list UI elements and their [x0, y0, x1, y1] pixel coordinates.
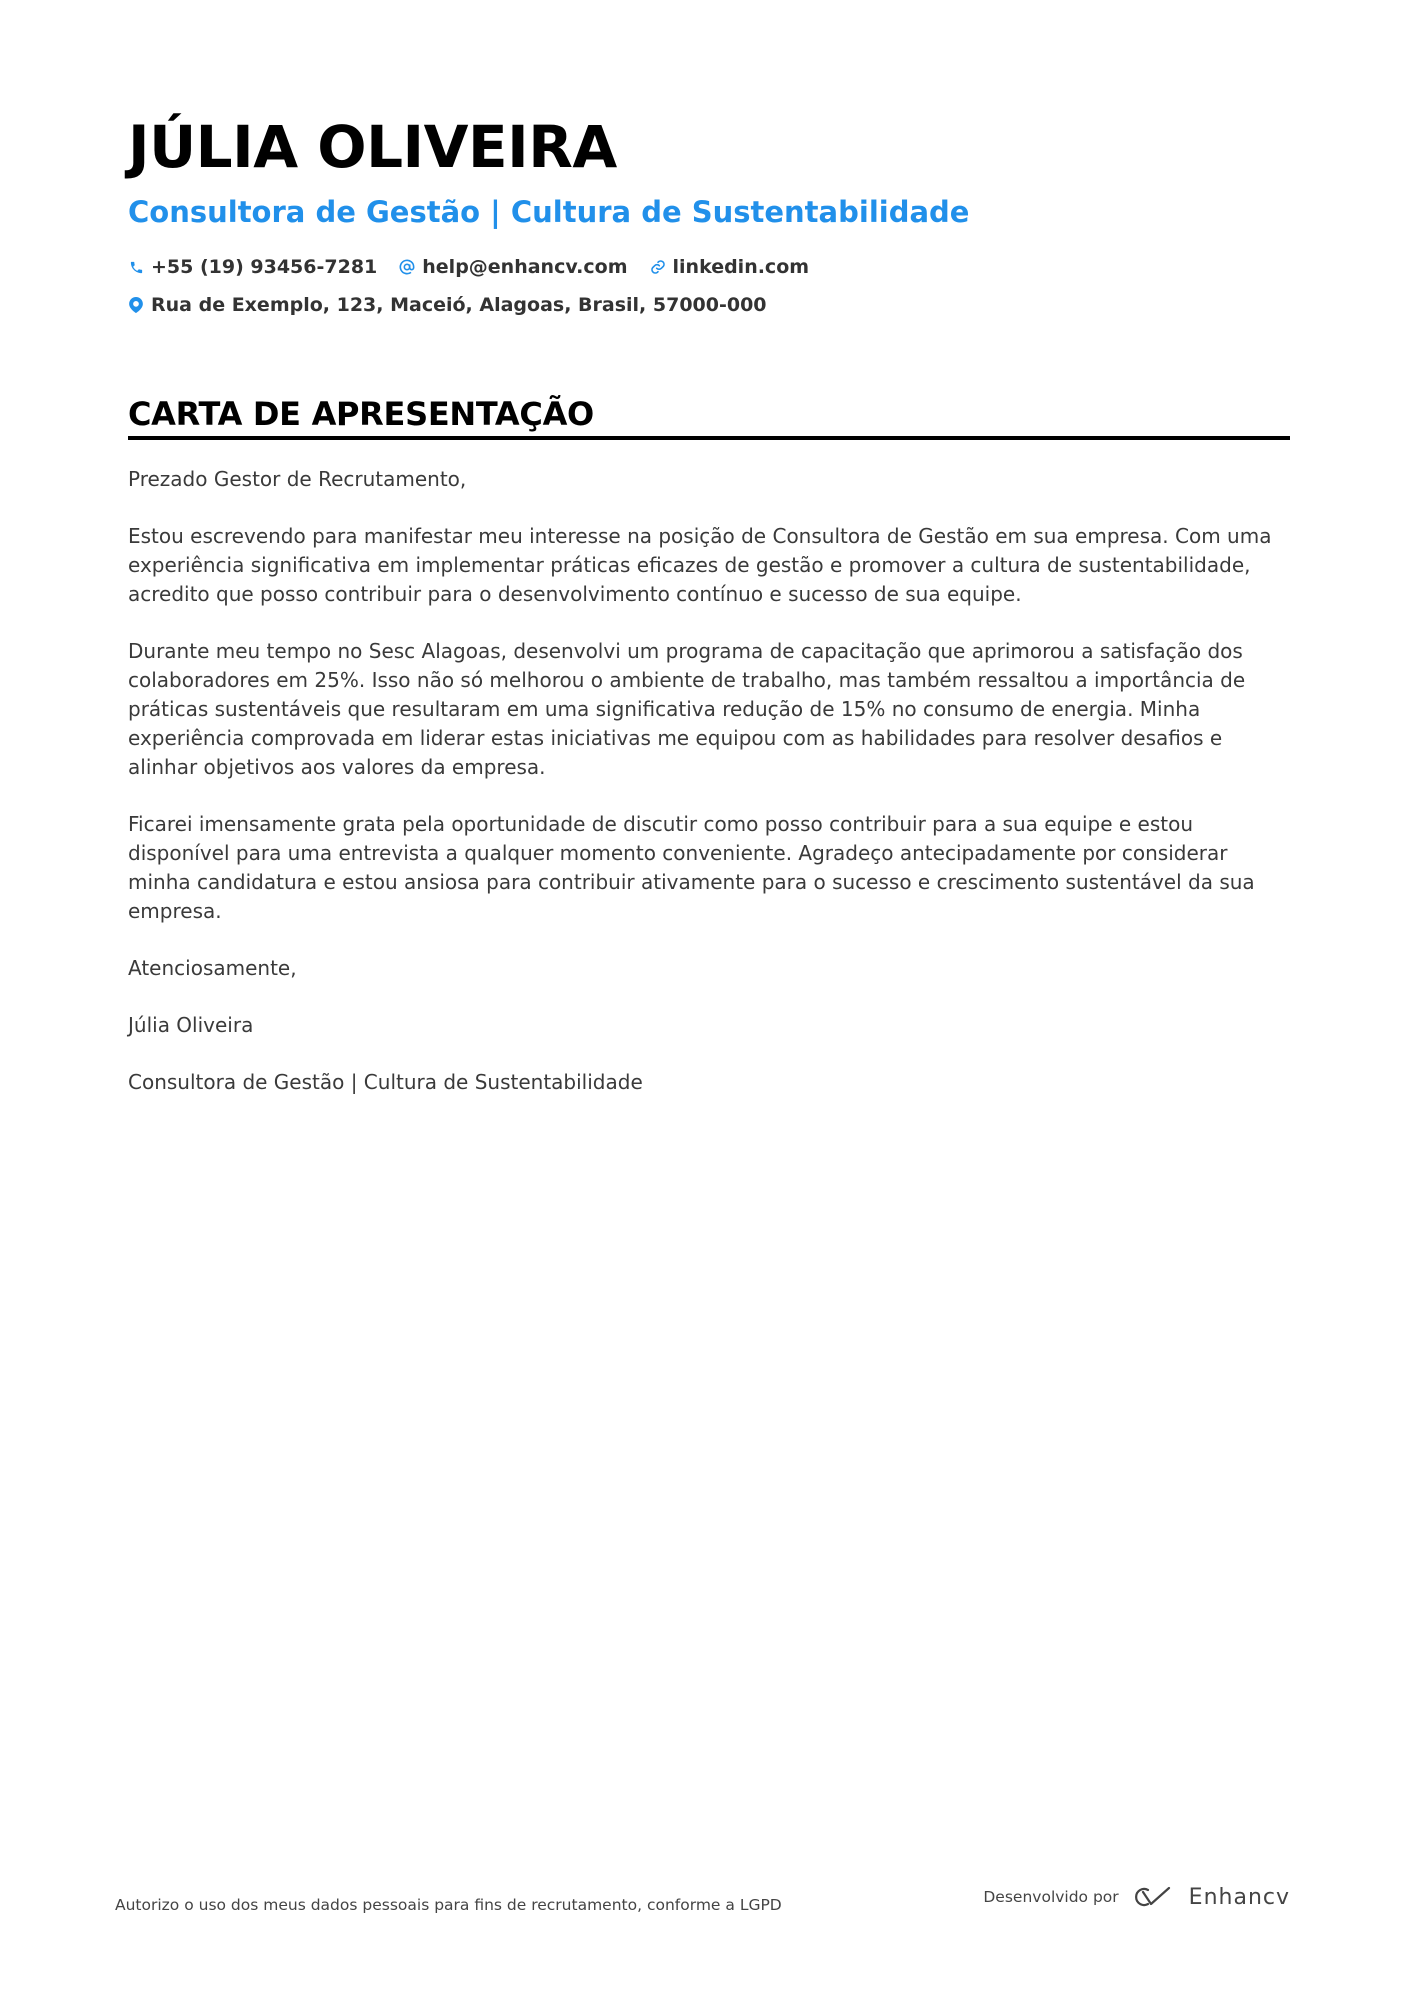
at-icon — [399, 259, 415, 275]
letter-paragraph-1: Estou escrevendo para manifestar meu interesse na posição de Consultora de Gestão em sua empresa. Com uma experiência significativa em implementar práticas eficazes de gestão e promover a cultura de sustentabilidade, acredito que posso contribuir para o desenvolvimento contínuo e sucesso de sua equipe. — [128, 524, 1272, 606]
brand-name: Enhancv — [1188, 1884, 1290, 1910]
contact-address — [128, 294, 767, 316]
link-icon — [650, 259, 666, 275]
phone-icon — [128, 259, 144, 275]
contact-phone[interactable] — [128, 256, 377, 278]
powered-by-label: Desenvolvido por — [983, 1888, 1119, 1906]
letter-closing: Atenciosamente, — [128, 956, 297, 980]
letter-body — [128, 465, 1290, 1097]
cover-letter-page — [128, 108, 1290, 1125]
candidate-name: JÚLIA OLIVEIRA — [128, 113, 617, 181]
contact-link[interactable] — [650, 256, 810, 278]
link-text: linkedin.com — [672, 256, 810, 278]
enhancv-logo-icon — [1131, 1884, 1177, 1910]
address-text: Rua de Exemplo, 123, Maceió, Alagoas, Brasil, 57000-000 — [151, 294, 767, 316]
signature-title: Consultora de Gestão | Cultura de Sustentabilidade — [128, 1070, 643, 1094]
section-title: CARTA DE APRESENTAÇÃO — [128, 395, 594, 433]
signature-name: Júlia Oliveira — [128, 1013, 254, 1037]
contact-row-primary — [128, 248, 1290, 286]
candidate-headline: Consultora de Gestão | Cultura de Sustentabilidade — [128, 195, 970, 229]
email-text: help@enhancv.com — [422, 256, 628, 278]
letter-paragraph-2: Durante meu tempo no Sesc Alagoas, desenvolvi um programa de capacitação que aprimorou a satisfação dos colaboradores em 25%. Isso não só melhorou o ambiente de trabalho, mas também ressaltou a importância de práticas sustentáveis que resultaram em uma significativa redução de 15% no consumo de energia. Minha experiência comprovada em liderar estas iniciativas me equipou com as habilidades para resolver desafios e alinhar objetivos aos valores da empresa. — [128, 639, 1246, 779]
section-divider — [128, 436, 1290, 440]
phone-text: +55 (19) 93456-7281 — [151, 256, 378, 278]
contact-row-address — [128, 286, 1290, 324]
letter-paragraph-3: Ficarei imensamente grata pela oportunidade de discutir como posso contribuir para a sua equipe e estou disponível para uma entrevista a qualquer momento conveniente. Agradeço antecipadamente por considerar minha candidatura e estou ansiosa para contribuir ativamente para o sucesso e crescimento sustentável da sua empresa. — [128, 812, 1255, 923]
contact-email[interactable] — [399, 256, 627, 278]
letter-greeting: Prezado Gestor de Recrutamento, — [128, 467, 467, 491]
location-pin-icon — [128, 297, 144, 313]
consent-note: Autorizo o uso dos meus dados pessoais para fins de recrutamento, conforme a LGPD — [115, 1896, 782, 1914]
powered-by[interactable] — [983, 1884, 1290, 1910]
